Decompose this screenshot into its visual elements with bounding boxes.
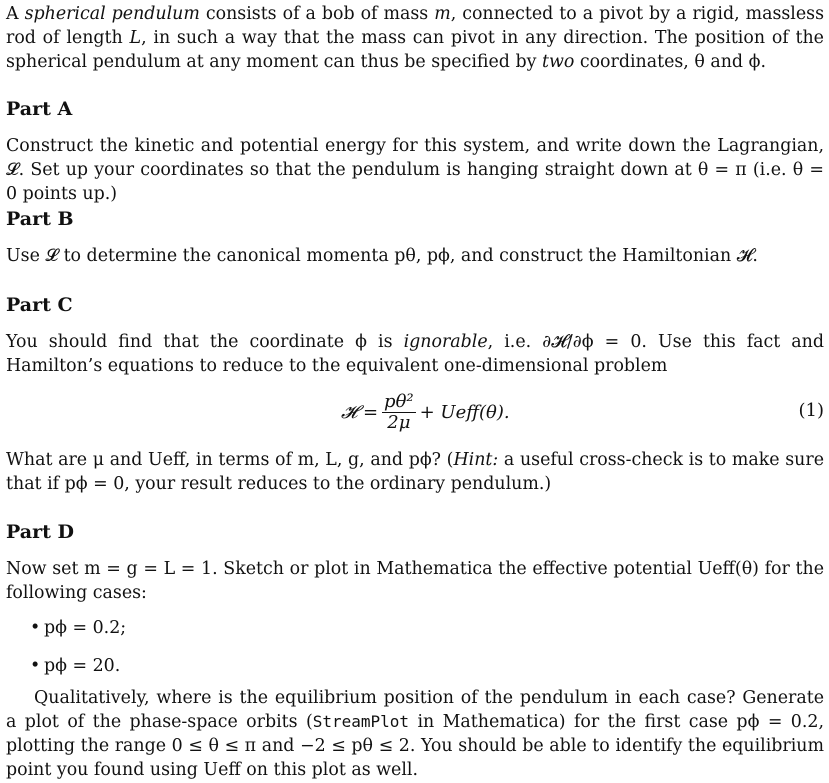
intro-text-4: , in such a way that the mass can pivot in any direction. The position of the spherical pendulum at any moment can thus be specified by: [6, 28, 824, 72]
part-c-heading: Part C: [6, 294, 73, 316]
part-b-text: Use 𝓛 to determine the canonical momenta pθ, pϕ, and construct the Hamiltonian 𝓗.: [6, 246, 758, 266]
part-c-hint: Hint:: [453, 450, 499, 470]
equation-lhs: 𝓗 =: [341, 401, 379, 423]
intro-two: two: [541, 52, 575, 72]
equation-1: [6, 384, 824, 440]
part-c-question-1: What are μ and Ueff, in terms of m, L, g, and pϕ? (: [6, 450, 454, 470]
part-d-final-1: Qualitatively, where is the equilibrium position of the pendulum in each case? Generate a plot of the phase-space orbits (: [6, 688, 824, 732]
part-d-cases: [6, 616, 824, 678]
part-a-heading: Part A: [6, 98, 73, 120]
part-c-text-1: You should find that the coordinate ϕ is: [6, 332, 404, 352]
case-item: • pϕ = 20.: [6, 654, 824, 678]
part-d-heading: Part D: [6, 521, 74, 543]
case-item: • pϕ = 0.2;: [6, 616, 824, 640]
intro-paragraph: [6, 2, 824, 74]
part-c-question: [6, 448, 824, 496]
intro-mass-symbol: m: [434, 4, 451, 24]
part-c-intro: [6, 330, 824, 378]
intro-text-3: , connected to a pivot by a rigid, massless rod of length: [6, 4, 825, 48]
part-d-text: Now set m = g = L = 1. Sketch or plot in Mathematica the effective potential Ueff(θ) for the following cases:: [6, 559, 824, 603]
intro-text-5: coordinates, θ and ϕ.: [574, 52, 766, 72]
equation-denominator: 2μ: [387, 411, 411, 433]
equation-body: [341, 388, 510, 436]
part-d-final-2: in Mathematica) for the first case pϕ = 0.2, plotting the range 0 ≤ θ ≤ π and −2 ≤ pθ ≤ 2. You should be able to identify the equilibrium point you found using Ueff on this plot as well.: [6, 712, 824, 780]
equation-fraction: [382, 392, 416, 433]
intro-term: spherical pendulum: [24, 4, 200, 24]
part-b-heading: Part B: [6, 208, 74, 230]
equation-numerator: pθ²: [384, 390, 414, 412]
part-c-ignorable: ignorable: [403, 332, 488, 352]
intro-text-2: consists of a bob of mass: [199, 4, 435, 24]
part-c-text-2: , i.e. ∂𝓗/∂ϕ = 0. Use this fact and Hamilton’s equations to reduce to the equivalent one-dimensional problem: [6, 332, 824, 376]
intro-length-symbol: L: [129, 28, 142, 48]
equation-number: (1): [798, 400, 824, 421]
part-d-final: [6, 686, 824, 782]
part-c-question-2: a useful cross-check is to make sure that if pϕ = 0, your result reduces to the ordinary pendulum.): [6, 450, 824, 494]
equation-rhs: + Ueff(θ).: [419, 401, 510, 423]
part-a-text: Construct the kinetic and potential energy for this system, and write down the Lagrangian, 𝓛. Set up your coordinates so that the pendulum is hanging straight down at θ = π (i.e. θ = 0 points up.): [6, 136, 824, 204]
streamplot-code: StreamPlot: [312, 712, 410, 731]
intro-text-1: A: [6, 4, 25, 24]
